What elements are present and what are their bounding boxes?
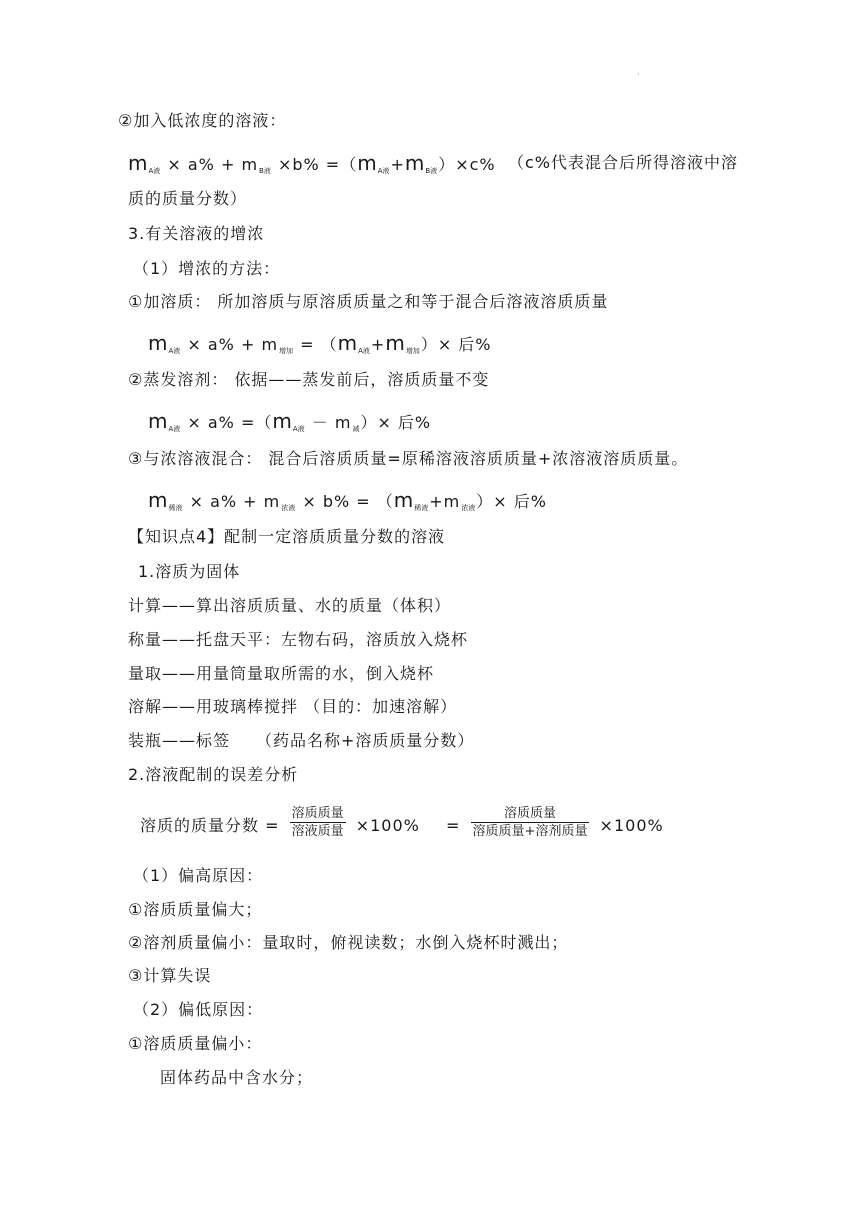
formula-mix-low: $m_{A液} \times a\% + m_{B液} \times b\% =(m_{A液}+m_{B液})\times c\%$ — [128, 151, 496, 175]
page-marker: · — [637, 70, 640, 79]
step-bottle: 装瓶——标签 （药品名称+溶质质量分数） — [128, 731, 475, 750]
step-weigh: 称量——托盘天平：左物右码，溶质放入烧杯 — [128, 630, 469, 649]
formula-note: （c%代表混合后所得溶液中溶 — [508, 153, 739, 172]
knowledge-point-heading: 【知识点4】配制一定溶质质量分数的溶液 — [128, 527, 446, 546]
text-line: 1.溶质为固体 — [138, 562, 241, 581]
text-line: ③计算失误 — [128, 966, 212, 985]
text-line: 固体药品中含水分； — [160, 1068, 314, 1087]
formula-note-cont: 质的质量分数） — [128, 189, 248, 208]
fraction-2: $\frac{\text{溶质质量}}{\text{溶质质量+溶剂质量}}$ — [472, 805, 588, 839]
text-line: （2）偏低原因： — [133, 1000, 264, 1019]
section-heading: 3.有关溶液的增浓 — [128, 224, 265, 243]
text-line: （1）增浓的方法： — [133, 259, 281, 278]
formula-evaporate: $m_{A液} \times a\% =(m_{A液} - m_减)\times$ 后% — [148, 409, 432, 433]
text-line: ①溶质质量偏大； — [128, 900, 263, 919]
formula-add-solute: $m_{A液} \times a\% + m_{增加} = (m_{A液}+m_{增加})\times$ 后% — [148, 331, 492, 355]
fraction-1: $\frac{\text{溶质质量}}{\text{溶液质量}}$ — [291, 805, 344, 839]
text-line: ①溶质质量偏小： — [128, 1034, 263, 1053]
step-measure: 量取——用量筒量取所需的水，倒入烧杯 — [128, 664, 435, 683]
text-line: ②加入低浓度的溶液： — [118, 111, 287, 130]
formula-mix-concentrated: $m_{稀液} \times a\% + m_{浓液} \times b\% = (m_{稀液}+m_{浓液})\times$ 后% — [148, 488, 547, 512]
text-line: ②蒸发溶剂： 依据——蒸发前后，溶质质量不变 — [128, 370, 490, 389]
formula-mass-fraction: 溶质的质量分数 = $\frac{\text{溶质质量}}{\text{溶液质量}}$ ×100% = $\frac{\text{溶质质量}}{\text{溶质质量+溶剂质量}}$ ×100% — [140, 805, 664, 839]
step-dissolve: 溶解——用玻璃棒搅拌 （目的：加速溶解） — [128, 697, 458, 716]
text-line: （1）偏高原因： — [133, 866, 264, 885]
text-line: ①加溶质： 所加溶质与原溶质质量之和等于混合后溶液溶质质量 — [128, 292, 609, 311]
section-heading: 2.溶液配制的误差分析 — [128, 765, 299, 784]
text-line: ③与浓溶液混合： 混合后溶质质量=原稀溶液溶质质量+浓溶液溶质质量。 — [128, 449, 689, 468]
text-line: ②溶剂质量偏小：量取时，俯视读数；水倒入烧杯时溅出； — [128, 933, 569, 952]
step-calculate: 计算——算出溶质质量、水的质量（体积） — [128, 596, 452, 615]
